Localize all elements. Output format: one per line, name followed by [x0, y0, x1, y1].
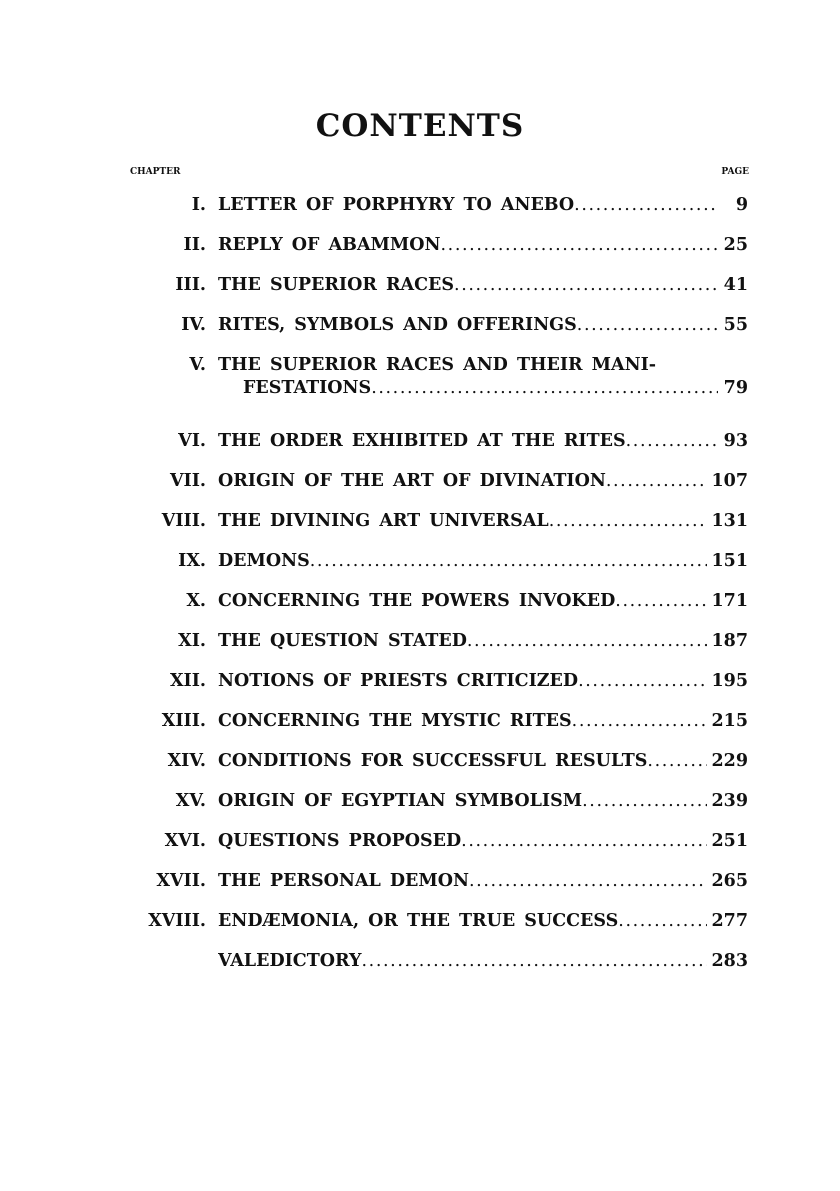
chapter-title: ENDÆMONIA, OR THE TRUE SUCCESS: [218, 911, 619, 931]
chapter-number: III.: [175, 275, 206, 295]
toc-entry-x: [0, 591, 840, 631]
toc-entry-vi: [0, 431, 840, 471]
chapter-number: IV.: [181, 315, 206, 335]
page-number: 283: [711, 951, 748, 971]
toc-entry-iii: [0, 275, 840, 315]
chapter-number: I.: [191, 195, 206, 215]
chapter-title: CONDITIONS FOR SUCCESSFUL RESULTS: [218, 751, 648, 771]
chapter-title: NOTIONS OF PRIESTS CRITICIZED: [218, 671, 579, 691]
toc-entry-valedictory: [0, 951, 840, 991]
chapter-title: THE ORDER EXHIBITED AT THE RITES: [218, 431, 626, 451]
page-number: 215: [711, 711, 748, 731]
page-number: 79: [723, 378, 748, 398]
toc-entry-i: [0, 195, 840, 235]
page-number: 25: [723, 235, 748, 255]
chapter-title: DEMONS: [218, 551, 310, 571]
chapter-title: ORIGIN OF EGYPTIAN SYMBOLISM: [218, 791, 583, 811]
chapter-number: VII.: [169, 471, 206, 491]
chapter-number: XII.: [169, 671, 206, 691]
chapter-number: XV.: [175, 791, 206, 811]
chapter-number: X.: [186, 591, 206, 611]
toc-entry-vii: [0, 471, 840, 511]
chapter-number: XVI.: [164, 831, 206, 851]
chapter-title: CONCERNING THE POWERS INVOKED: [218, 591, 616, 611]
chapter-number: XIII.: [161, 711, 206, 731]
page-number: 187: [711, 631, 748, 651]
page-column-header: PAGE: [721, 167, 749, 177]
page-number: 265: [711, 871, 748, 891]
chapter-number: XI.: [178, 631, 206, 651]
chapter-title: THE QUESTION STATED: [218, 631, 467, 651]
page-number: 9: [735, 195, 748, 215]
page-number: 41: [723, 275, 748, 295]
chapter-number: V.: [189, 355, 206, 375]
chapter-number: II.: [183, 235, 206, 255]
chapter-title: CONCERNING THE MYSTIC RITES: [218, 711, 572, 731]
page-number: 239: [711, 791, 748, 811]
page-number: 277: [711, 911, 748, 931]
chapter-title: THE SUPERIOR RACES AND THEIR MANI-: [218, 355, 657, 375]
page-number: 195: [711, 671, 748, 691]
toc-entry-xiv: [0, 751, 840, 791]
chapter-column-header: CHAPTER: [130, 167, 181, 177]
chapter-title: ORIGIN OF THE ART OF DIVINATION: [218, 471, 606, 491]
toc-entry-xv: [0, 791, 840, 831]
chapter-title: LETTER OF PORPHYRY TO ANEBO: [218, 195, 575, 215]
toc-entry-ii: [0, 235, 840, 275]
page-number: 229: [711, 751, 748, 771]
page-number: 93: [723, 431, 748, 451]
page-number: 171: [711, 591, 748, 611]
chapter-title: QUESTIONS PROPOSED: [218, 831, 462, 851]
chapter-number: XVII.: [156, 871, 206, 891]
chapter-number: XIV.: [167, 751, 206, 771]
toc-entry-xiii: [0, 711, 840, 751]
page-number: 55: [723, 315, 748, 335]
toc-entry-xvi: [0, 831, 840, 871]
toc-entry-ix: [0, 551, 840, 591]
page-number: 107: [711, 471, 748, 491]
chapter-title: THE PERSONAL DEMON: [218, 871, 470, 891]
toc-entry-xviii: [0, 911, 840, 951]
chapter-title: VALEDICTORY: [218, 951, 362, 971]
toc-entry-xvii: [0, 871, 840, 911]
toc-entry-v: [0, 355, 840, 417]
chapter-number: XVIII.: [148, 911, 206, 931]
chapter-title: REPLY OF ABAMMON: [218, 235, 441, 255]
chapter-number: IX.: [178, 551, 206, 571]
toc-entry-xi: [0, 631, 840, 671]
toc-entry-viii: [0, 511, 840, 551]
chapter-number: VIII.: [161, 511, 206, 531]
toc-entry-iv: [0, 315, 840, 355]
page-number: 131: [711, 511, 748, 531]
chapter-number: VI.: [178, 431, 206, 451]
chapter-title: THE SUPERIOR RACES: [218, 275, 455, 295]
page-number: 151: [711, 551, 748, 571]
chapter-title-continued: FESTATIONS: [243, 378, 372, 398]
page-title: CONTENTS: [315, 108, 525, 144]
toc-entry-xii: [0, 671, 840, 711]
chapter-title: RITES, SYMBOLS AND OFFERINGS: [218, 315, 577, 335]
chapter-title: THE DIVINING ART UNIVERSAL: [218, 511, 549, 531]
page-number: 251: [711, 831, 748, 851]
